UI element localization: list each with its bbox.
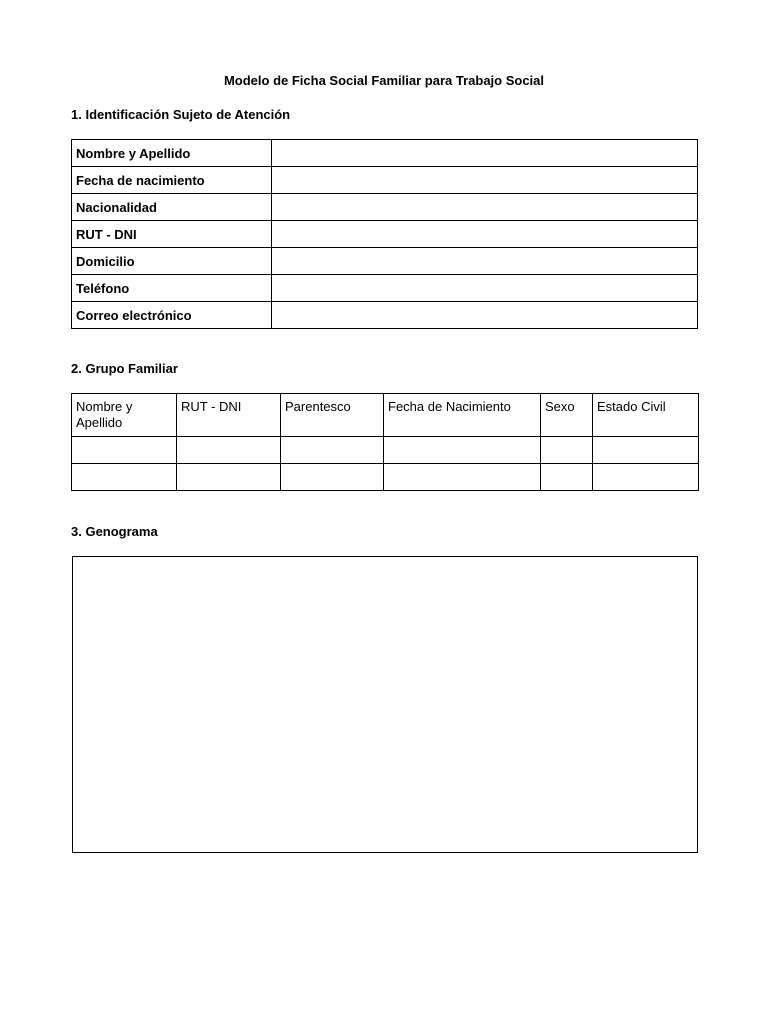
field-label-nombre: Nombre y Apellido xyxy=(72,140,272,167)
table-row xyxy=(72,140,698,167)
field-label-telefono: Teléfono xyxy=(72,275,272,302)
table-row xyxy=(72,275,698,302)
column-header-parentesco: Parentesco xyxy=(281,394,384,437)
table-header-row xyxy=(72,394,699,437)
field-label-rut-dni: RUT - DNI xyxy=(72,221,272,248)
table-cell[interactable] xyxy=(384,437,541,464)
table-cell[interactable] xyxy=(177,464,281,491)
table-cell[interactable] xyxy=(593,437,699,464)
table-row xyxy=(72,248,698,275)
table-row xyxy=(72,464,699,491)
field-value-telefono[interactable] xyxy=(272,275,698,302)
table-cell[interactable] xyxy=(384,464,541,491)
table-cell[interactable] xyxy=(541,437,593,464)
section-heading-genograma: 3. Genograma xyxy=(71,524,158,539)
table-cell[interactable] xyxy=(72,437,177,464)
genogram-box[interactable] xyxy=(72,556,698,853)
column-header-nombre: Nombre y Apellido xyxy=(72,394,177,437)
table-cell[interactable] xyxy=(281,437,384,464)
column-header-fecha-nacimiento: Fecha de Nacimiento xyxy=(384,394,541,437)
column-header-estado-civil: Estado Civil xyxy=(593,394,699,437)
field-value-nombre[interactable] xyxy=(272,140,698,167)
table-cell[interactable] xyxy=(593,464,699,491)
field-label-domicilio: Domicilio xyxy=(72,248,272,275)
table-row xyxy=(72,167,698,194)
field-label-correo: Correo electrónico xyxy=(72,302,272,329)
field-value-fecha-nacimiento[interactable] xyxy=(272,167,698,194)
table-cell[interactable] xyxy=(72,464,177,491)
table-cell[interactable] xyxy=(541,464,593,491)
section-heading-grupo-familiar: 2. Grupo Familiar xyxy=(71,361,178,376)
column-header-sexo: Sexo xyxy=(541,394,593,437)
field-value-nacionalidad[interactable] xyxy=(272,194,698,221)
field-value-domicilio[interactable] xyxy=(272,248,698,275)
table-row xyxy=(72,221,698,248)
field-label-nacionalidad: Nacionalidad xyxy=(72,194,272,221)
table-row xyxy=(72,302,698,329)
field-value-rut-dni[interactable] xyxy=(272,221,698,248)
family-group-table xyxy=(71,393,699,491)
identification-table xyxy=(71,139,698,329)
field-value-correo[interactable] xyxy=(272,302,698,329)
column-header-rut-dni: RUT - DNI xyxy=(177,394,281,437)
table-cell[interactable] xyxy=(281,464,384,491)
section-heading-identificacion: 1. Identificación Sujeto de Atención xyxy=(71,107,291,122)
document-title: Modelo de Ficha Social Familiar para Trabajo Social xyxy=(223,73,545,88)
field-label-fecha-nacimiento: Fecha de nacimiento xyxy=(72,167,272,194)
table-row xyxy=(72,437,699,464)
table-row xyxy=(72,194,698,221)
table-cell[interactable] xyxy=(177,437,281,464)
